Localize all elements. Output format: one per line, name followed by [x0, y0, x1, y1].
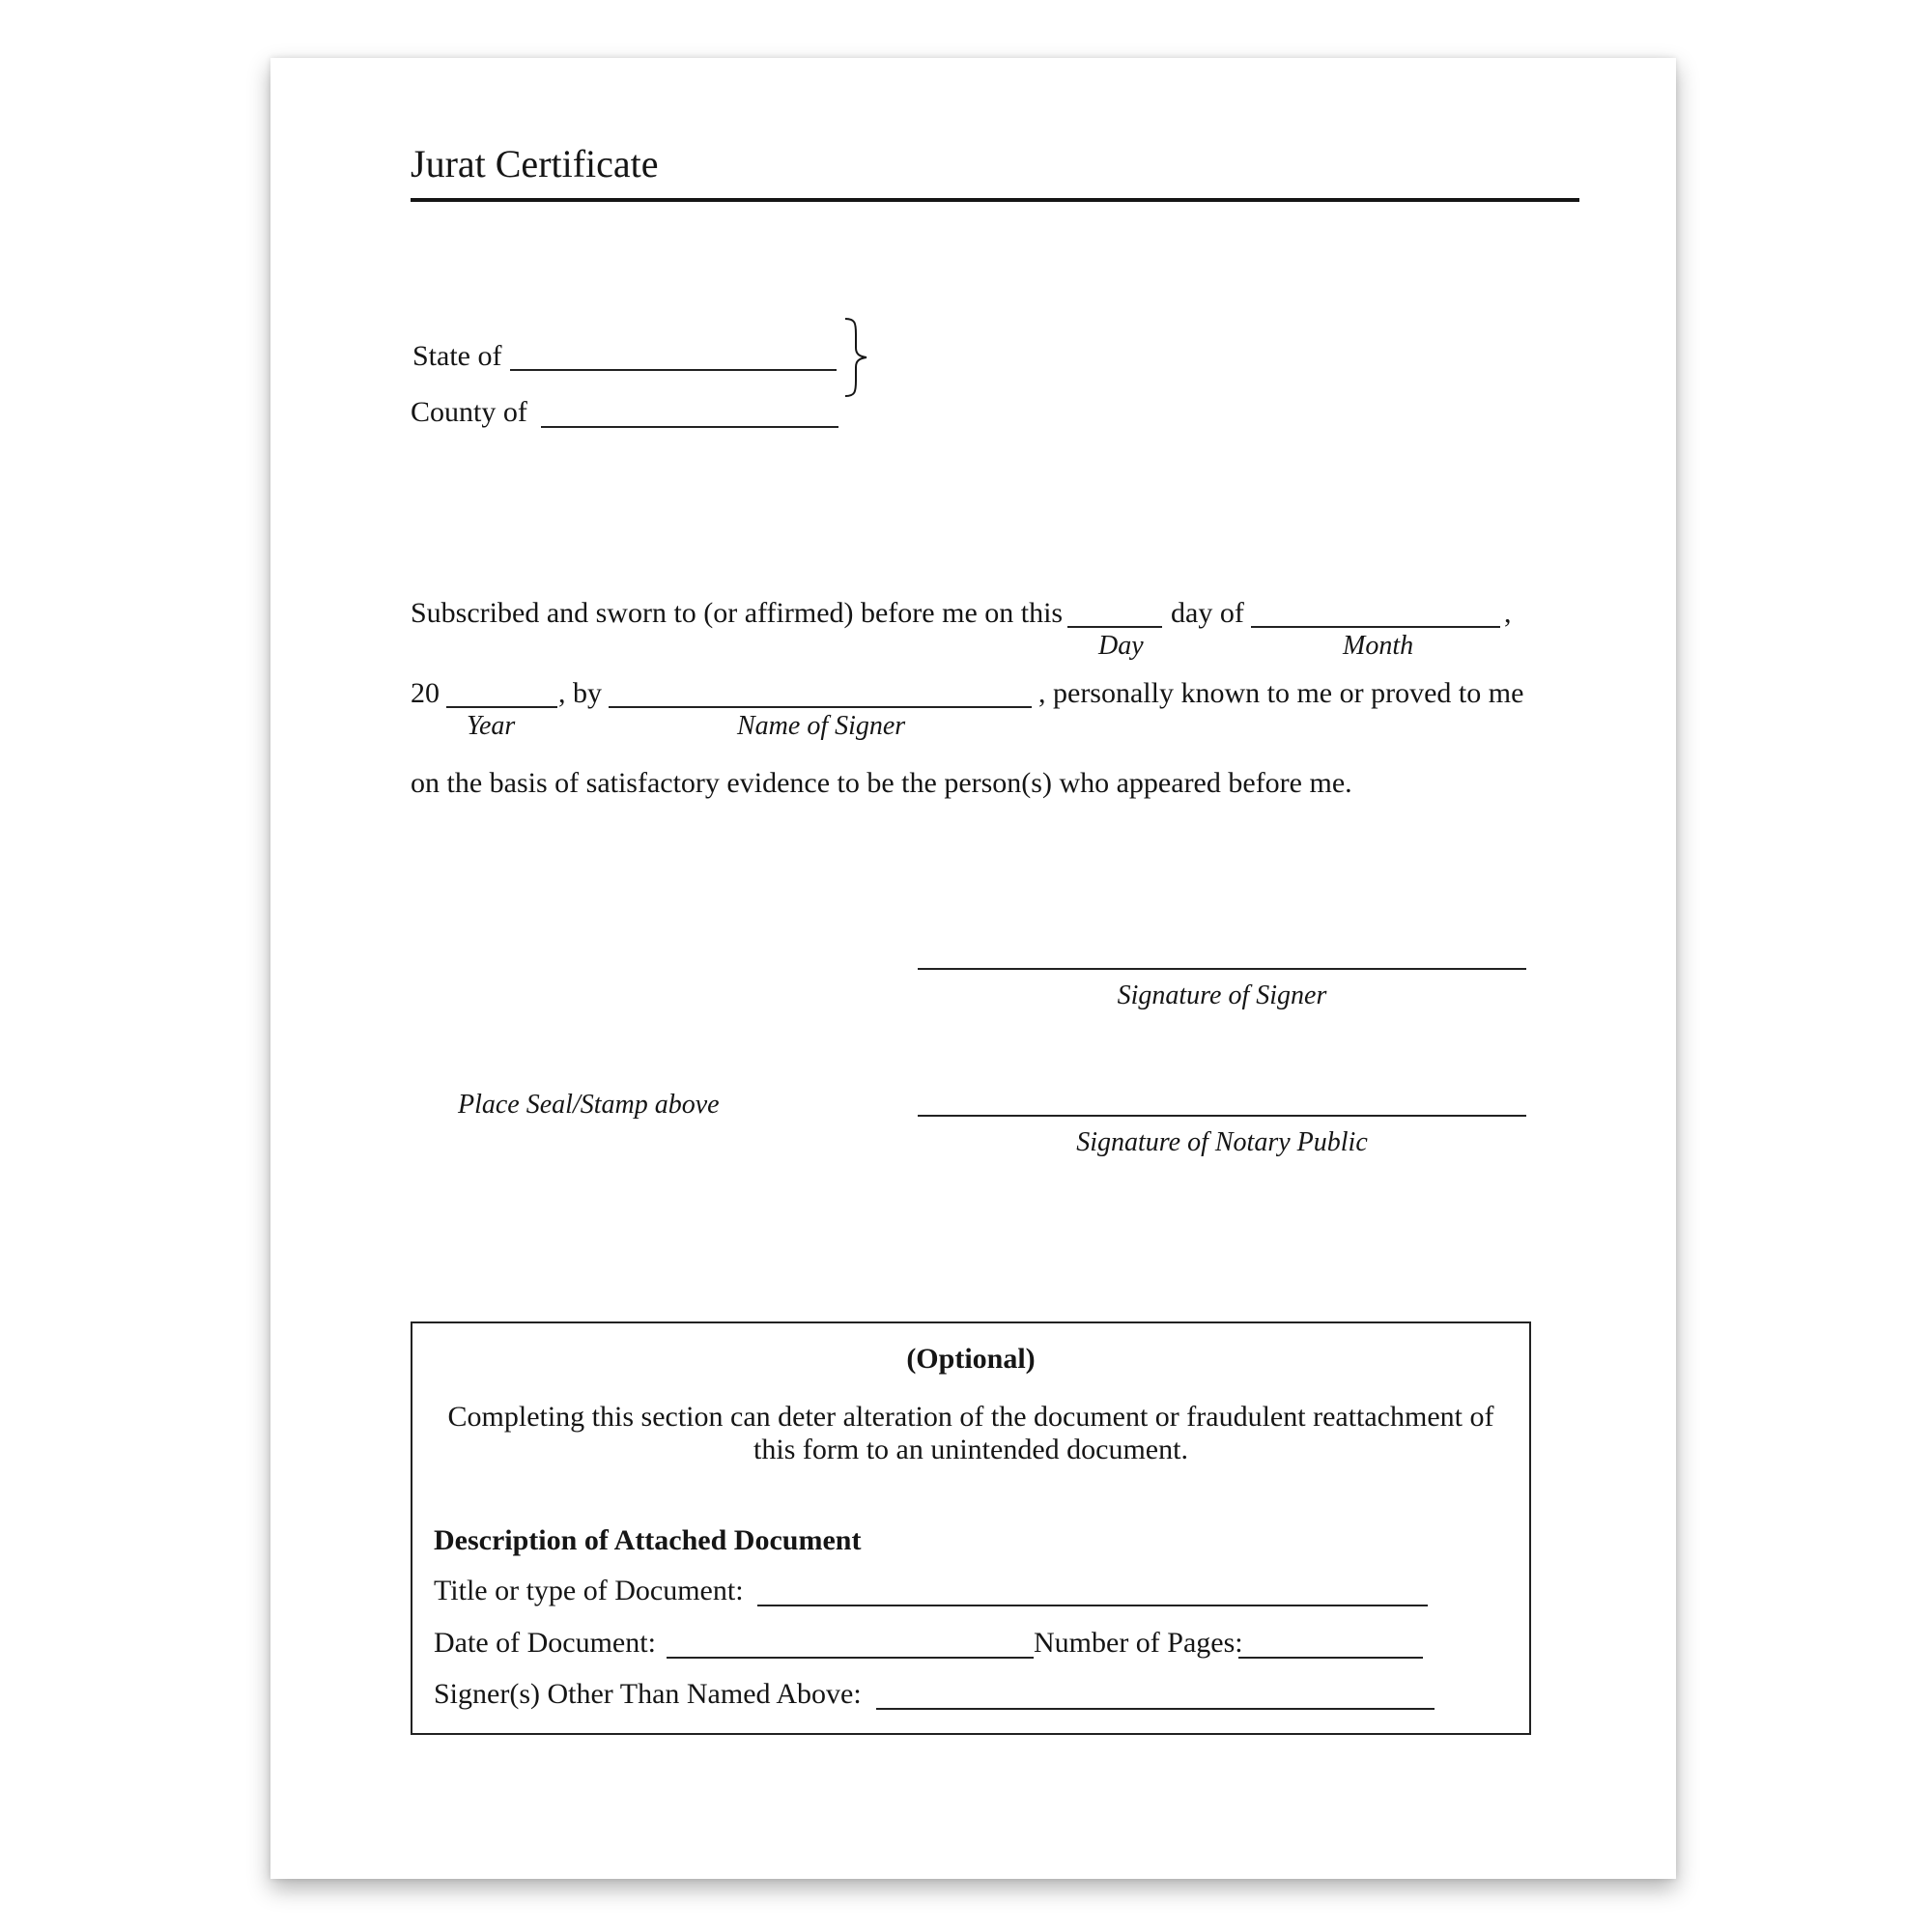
state-field[interactable]: [510, 369, 837, 371]
document-title-label: Title or type of Document:: [434, 1575, 744, 1606]
statement-line1: Subscribed and sworn to (or affirmed) before me on this: [411, 597, 1064, 629]
document-date-field[interactable]: [667, 1657, 1034, 1659]
optional-heading: (Optional): [906, 1343, 1036, 1375]
month-field[interactable]: [1251, 626, 1500, 628]
signer-signature-field[interactable]: [918, 968, 1526, 970]
document-title-field[interactable]: [757, 1605, 1428, 1606]
comma-text: ,: [1504, 597, 1512, 629]
notary-signature-caption: Signature of Notary Public: [1076, 1127, 1368, 1157]
county-label: County of: [411, 396, 527, 428]
signer-name-field[interactable]: [609, 706, 1032, 708]
other-signers-label: Signer(s) Other Than Named Above:: [434, 1678, 862, 1710]
name-caption: Name of Signer: [737, 711, 906, 741]
signer-signature-caption: Signature of Signer: [1117, 980, 1327, 1010]
notary-signature-field[interactable]: [918, 1115, 1526, 1117]
other-signers-field[interactable]: [876, 1708, 1435, 1710]
year-field[interactable]: [446, 706, 557, 708]
day-field[interactable]: [1067, 626, 1162, 628]
year-prefix: 20: [411, 677, 440, 709]
document-page: [270, 58, 1676, 1879]
by-text: , by: [558, 677, 602, 709]
statement-line3: on the basis of satisfactory evidence to be the person(s) who appeared before me.: [411, 767, 1352, 799]
page-title: Jurat Certificate: [411, 142, 659, 185]
optional-section: [411, 1321, 1531, 1735]
number-of-pages-field[interactable]: [1238, 1657, 1423, 1659]
document-date-label: Date of Document:: [434, 1627, 656, 1659]
optional-note-line2: this form to an unintended document.: [753, 1434, 1188, 1465]
venue-brace: [843, 317, 870, 398]
month-caption: Month: [1343, 631, 1414, 661]
number-of-pages-label: Number of Pages:: [1034, 1627, 1243, 1659]
state-label: State of: [412, 340, 502, 372]
day-of-text: day of: [1171, 597, 1244, 629]
county-field[interactable]: [541, 426, 838, 428]
year-caption: Year: [467, 711, 516, 741]
day-caption: Day: [1098, 631, 1144, 661]
optional-note-line1: Completing this section can deter alteration of the document or fraudulent reattachment of: [447, 1401, 1494, 1433]
attached-document-title: Description of Attached Document: [434, 1524, 862, 1556]
title-underline: [411, 198, 1579, 202]
seal-caption: Place Seal/Stamp above: [458, 1090, 720, 1120]
statement-line2-suffix: , personally known to me or proved to me: [1038, 677, 1524, 709]
